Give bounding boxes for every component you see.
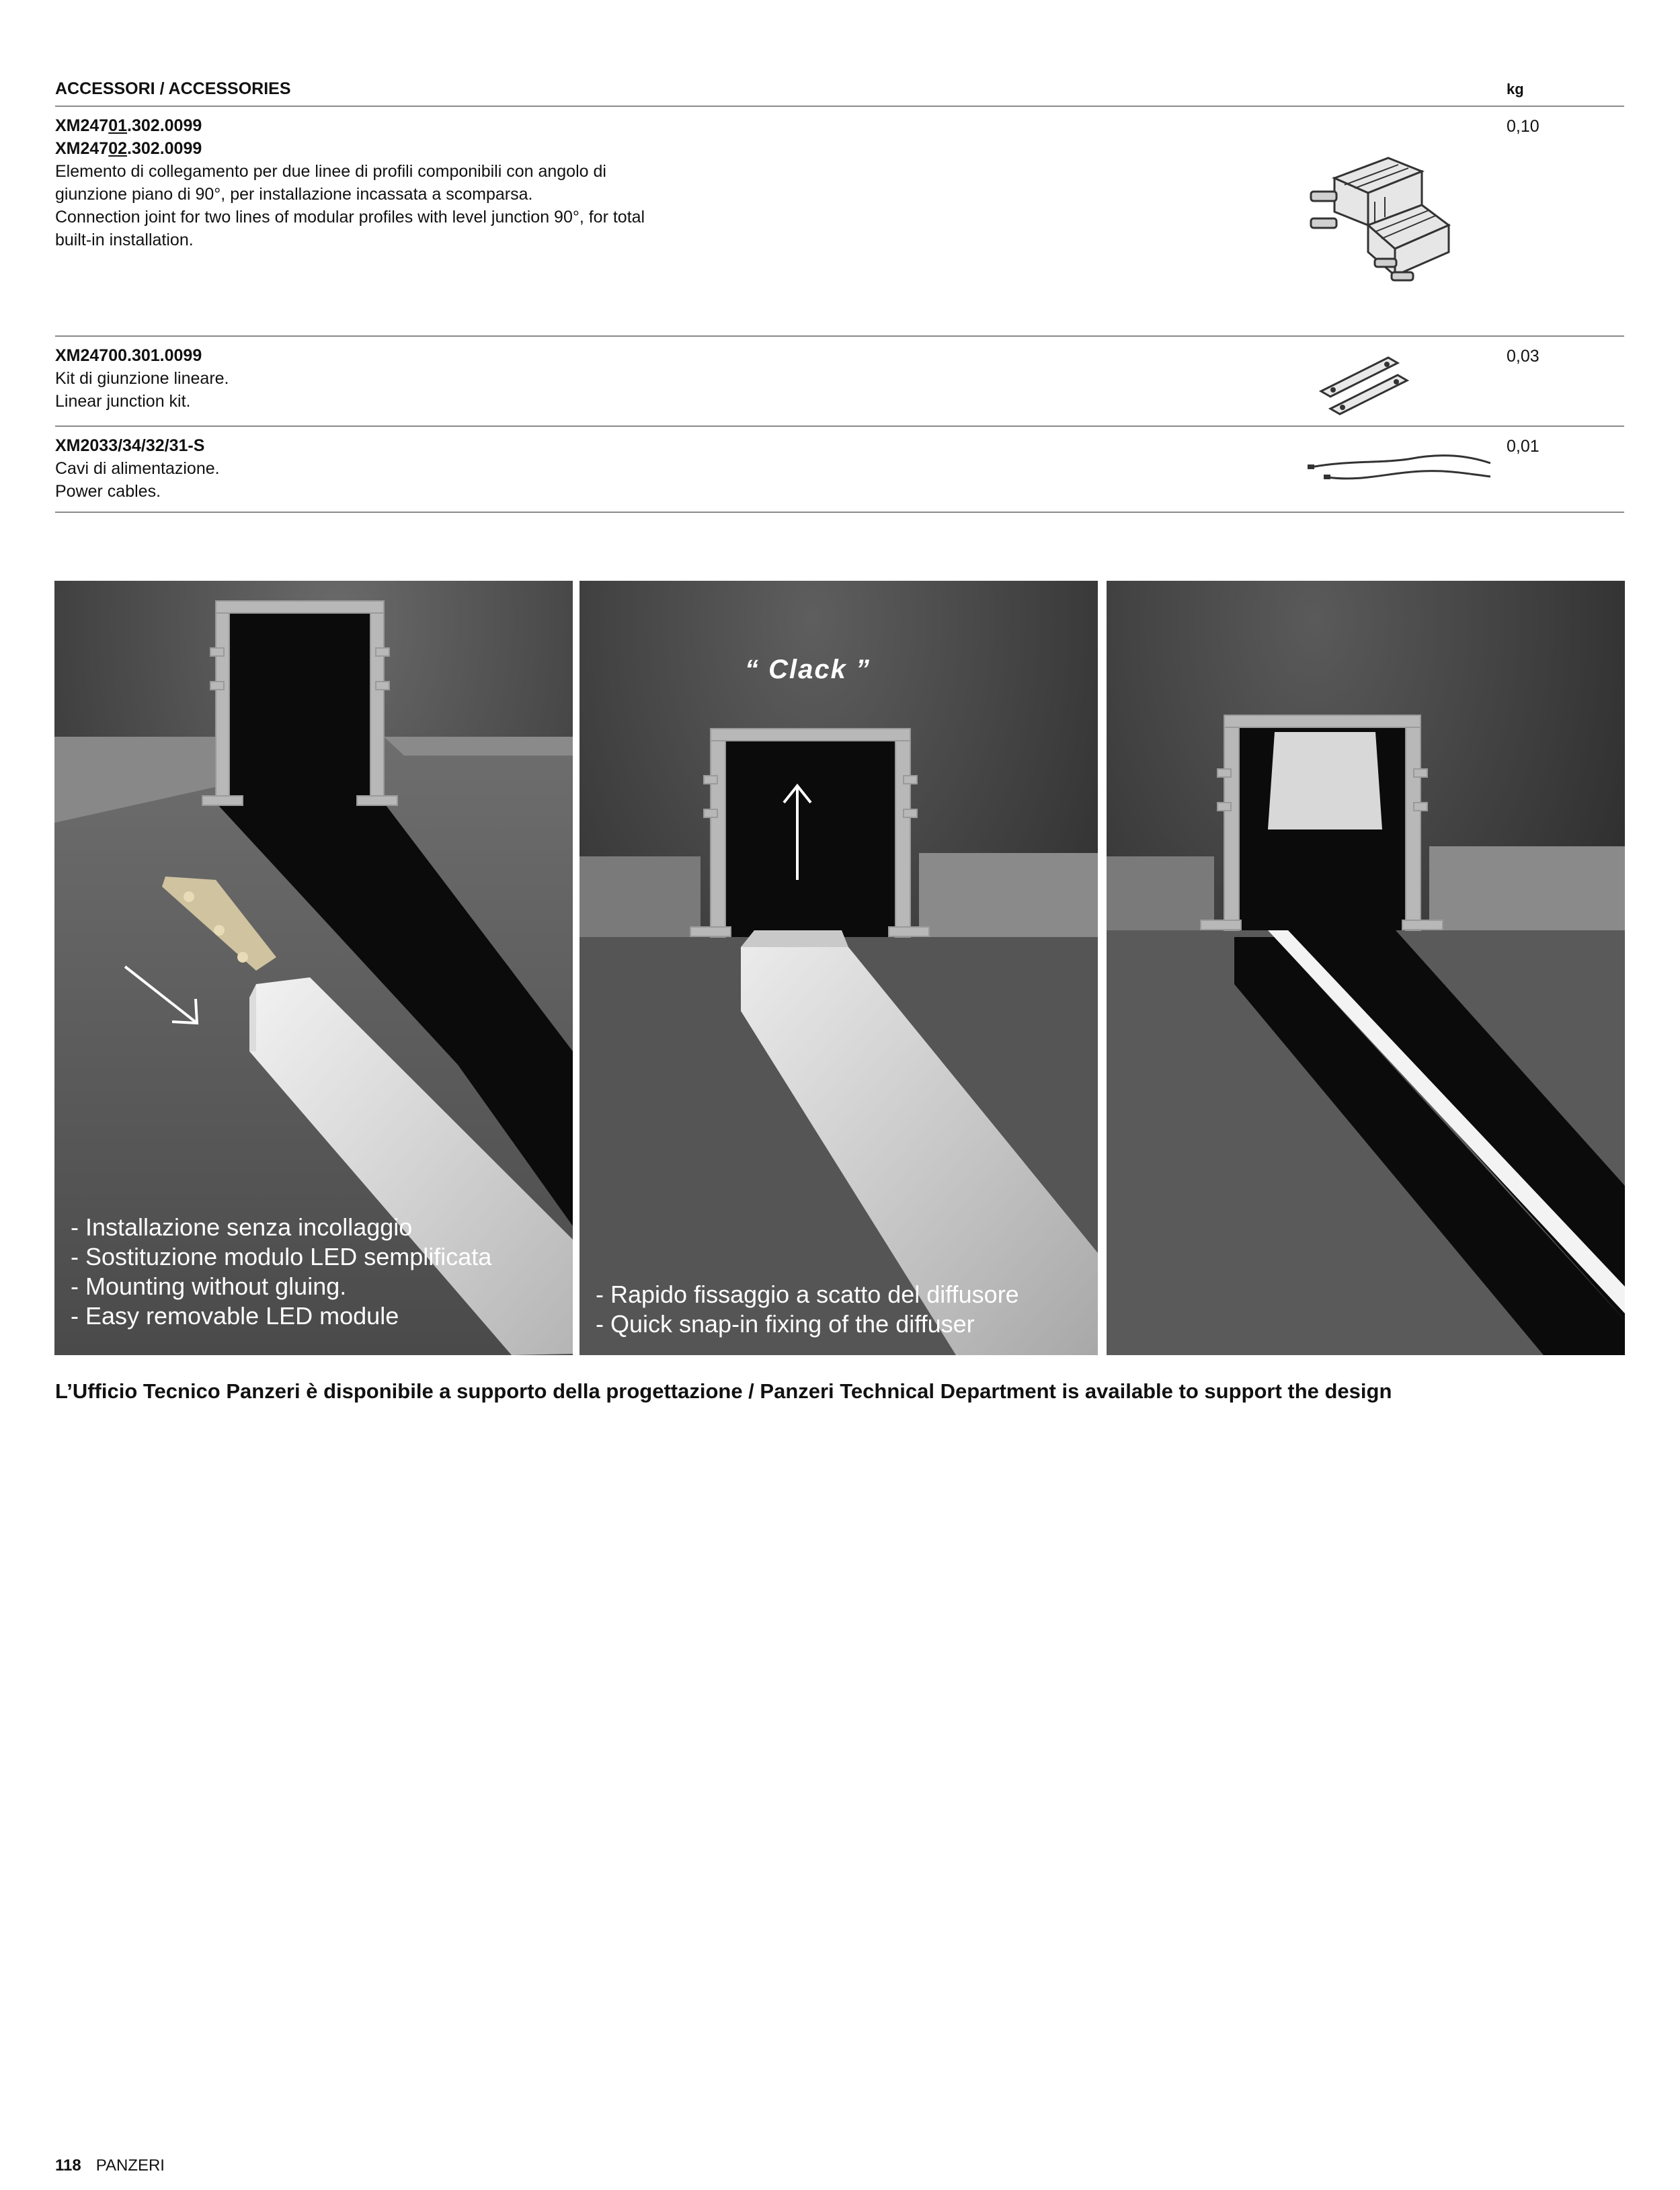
header-rule: [55, 106, 1624, 107]
description-line: Cavi di alimentazione.: [55, 459, 220, 478]
description-line: Kit di giunzione lineare.: [55, 369, 229, 388]
accessory-row-corner-joint: [55, 114, 862, 251]
description-line: giunzione piano di 90°, per installazione incassata a scomparsa.: [55, 185, 533, 204]
power-cable-icon: [1308, 447, 1496, 487]
linear-junction-icon: [1314, 343, 1429, 417]
accessory-row-power-cables: [55, 434, 862, 503]
technical-support-note: L’Ufficio Tecnico Panzeri è disponibile a supporto della progettazione / Panzeri Technical Department is available to support the design: [55, 1379, 1392, 1403]
panel-caption: [71, 1213, 491, 1331]
description-line: Elemento di collegamento per due linee di profili componibili con angolo di: [55, 162, 606, 181]
panel-caption: [596, 1280, 1019, 1339]
weight-value: 0,03: [1507, 347, 1539, 366]
section-title: ACCESSORI / ACCESSORIES: [55, 79, 291, 98]
caption-line: - Mounting without gluing.: [71, 1272, 347, 1300]
weight-value: 0,01: [1507, 437, 1539, 456]
brand-name: PANZERI: [95, 2156, 165, 2175]
description-line: built-in installation.: [55, 231, 194, 249]
photo-panel-snap-in: [579, 581, 1098, 1355]
row-rule: [55, 335, 1624, 337]
photo-panel-led-module: [54, 581, 573, 1355]
product-code: XM24700.301.0099: [55, 346, 202, 365]
page-footer: [55, 2156, 165, 2175]
product-code-2: XM24702.302.0099: [55, 139, 202, 158]
weight-value: 0,10: [1507, 117, 1539, 136]
accessory-row-linear-junction: [55, 344, 862, 413]
photo-panel-installed: [1107, 581, 1625, 1355]
caption-line: - Sostituzione modulo LED semplificata: [71, 1243, 492, 1270]
corner-joint-icon: [1308, 151, 1455, 286]
description-line: Linear junction kit.: [55, 392, 191, 411]
row-rule: [55, 512, 1624, 513]
product-code: XM2033/34/32/31-S: [55, 436, 205, 455]
clack-label: “ Clack ”: [745, 655, 871, 684]
weight-unit-header: kg: [1507, 81, 1524, 97]
product-code-1: XM24701.302.0099: [55, 116, 202, 135]
caption-line: - Installazione senza incollaggio: [71, 1213, 413, 1241]
description-line: Connection joint for two lines of modular profiles with level junction 90°, for total: [55, 208, 645, 227]
row-rule: [55, 425, 1624, 427]
caption-line: - Easy removable LED module: [71, 1302, 399, 1330]
page-number: 118: [55, 2156, 81, 2175]
description-line: Power cables.: [55, 482, 161, 501]
caption-line: - Quick snap-in fixing of the diffuser: [596, 1310, 975, 1338]
caption-line: - Rapido fissaggio a scatto del diffusore: [596, 1281, 1019, 1308]
